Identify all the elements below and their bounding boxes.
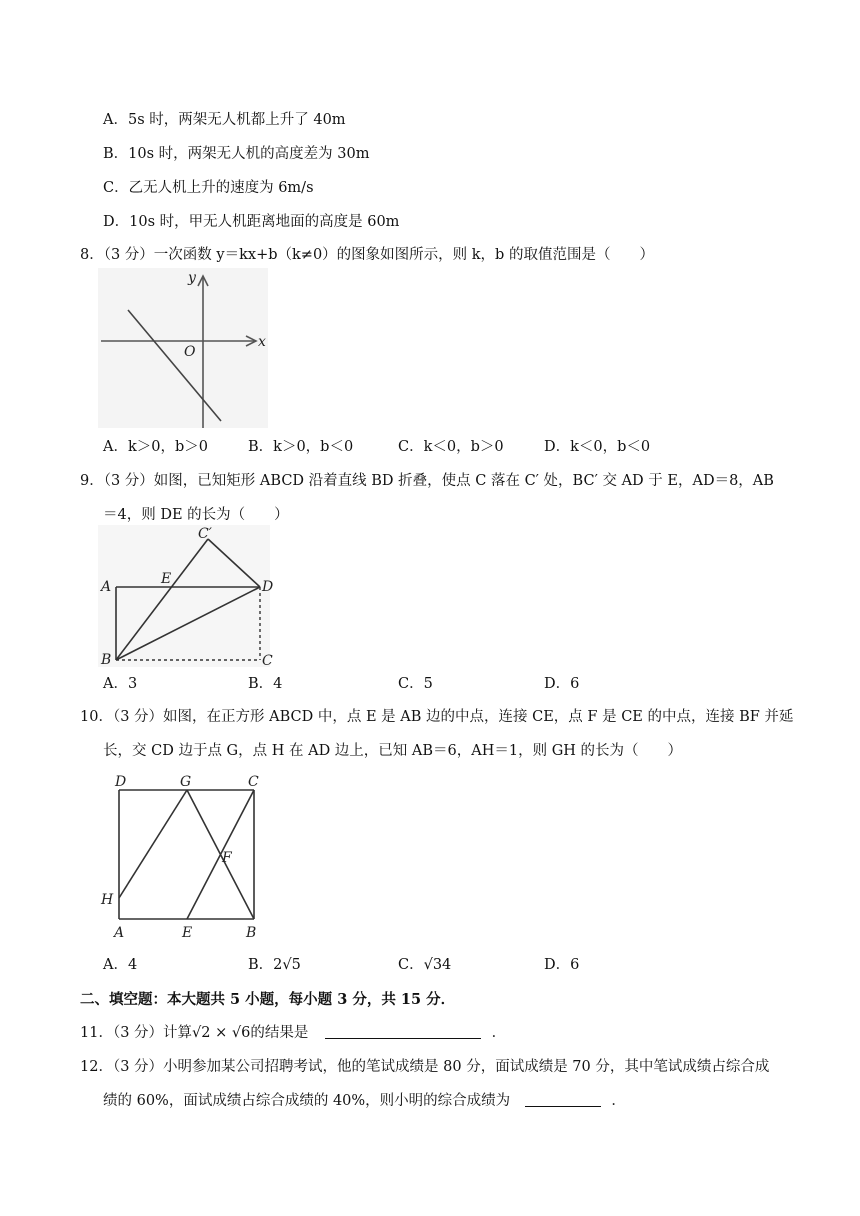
- label-b: B: [101, 652, 112, 668]
- label-a: A: [114, 925, 125, 941]
- origin-label: O: [184, 344, 196, 360]
- q12-answer-blank[interactable]: [525, 1092, 601, 1107]
- q10-options: [103, 955, 753, 975]
- q9-stem-line1: 9．（3 分）如图，已知矩形 ABCD 沿着直线 BD 折叠，使点 C 落在 C′ 处，BC′ 交 AD 于 E，AD＝8，AB: [80, 473, 774, 489]
- label-b: B: [246, 925, 257, 941]
- q9-option-b: B．4: [248, 676, 283, 692]
- q7-option-c: C．乙无人机上升的速度为 6m/s: [103, 180, 314, 196]
- q9-option-d: D．6: [544, 676, 580, 692]
- q10-stem-line1: 10．（3 分）如图，在正方形 ABCD 中，点 E 是 AB 边的中点，连接 CE，点 F 是 CE 的中点，连接 BF 并延: [80, 709, 794, 725]
- q8-options: [103, 437, 753, 457]
- q7-option-a: A．5s 时，两架无人机都上升了 40m: [103, 112, 346, 128]
- q9-figure: [98, 525, 278, 670]
- q10-option-b: B．2√5: [248, 957, 301, 973]
- q9-option-c: C．5: [398, 676, 433, 692]
- label-c-prime: C′: [198, 526, 212, 542]
- x-axis-label: x: [258, 334, 266, 350]
- q12-text: 绩的 60%，面试成绩占综合成绩的 40%，则小明的综合成绩为: [103, 1093, 511, 1109]
- q8-option-d: D．k＜0，b＜0: [544, 439, 651, 455]
- q10-figure: [98, 768, 278, 943]
- q11-period: ．: [491, 1025, 507, 1041]
- q12-line1: 12．（3 分）小明参加某公司招聘考试，他的笔试成绩是 80 分，面试成绩是 70 分，其中笔试成绩占综合成: [80, 1059, 770, 1075]
- q7-option-d: D．10s 时，甲无人机距离地面的高度是 60m: [103, 214, 400, 230]
- y-axis-label: y: [188, 270, 196, 286]
- q8-option-a: A．k＞0，b＞0: [103, 439, 208, 455]
- q10-option-d: D．6: [544, 957, 580, 973]
- q8-figure: [98, 268, 278, 433]
- q10-option-c: C．√34: [398, 957, 452, 973]
- q12-period: ．: [611, 1093, 626, 1109]
- q8-option-c: C．k＜0，b＞0: [398, 439, 504, 455]
- label-h: H: [101, 892, 114, 908]
- q8-stem: 8．（3 分）一次函数 y＝kx+b（k≠0）的图象如图所示，则 k，b 的取值范围是（ ）: [80, 247, 654, 263]
- label-c: C: [248, 774, 259, 790]
- q8-option-b: B．k＞0，b＜0: [248, 439, 354, 455]
- q11: [80, 1023, 506, 1043]
- label-f: F: [222, 850, 232, 866]
- q11-answer-blank[interactable]: [325, 1024, 481, 1039]
- label-d: D: [115, 774, 127, 790]
- label-d: D: [262, 579, 274, 595]
- label-c: C: [262, 653, 273, 669]
- label-g: G: [180, 774, 192, 790]
- q9-option-a: A．3: [103, 676, 138, 692]
- label-e: E: [182, 925, 193, 941]
- section2-heading: 二、填空题：本大题共 5 小题，每小题 3 分，共 15 分．: [80, 991, 456, 1008]
- q7-option-b: B．10s 时，两架无人机的高度差为 30m: [103, 146, 370, 162]
- q9-stem-line2: ＝4，则 DE 的长为（ ）: [103, 507, 289, 523]
- label-a: A: [101, 579, 112, 595]
- q10-stem-line2: 长，交 CD 边于点 G，点 H 在 AD 边上，已知 AB＝6，AH＝1，则 GH 的长为（ ）: [103, 743, 683, 759]
- label-e: E: [161, 571, 172, 587]
- q11-text: 11．（3 分）计算√2 × √6的结果是: [80, 1025, 309, 1041]
- q9-options: [103, 674, 753, 694]
- q10-option-a: A．4: [103, 957, 138, 973]
- q12-line2: [103, 1091, 626, 1111]
- segment-hg: [119, 790, 187, 898]
